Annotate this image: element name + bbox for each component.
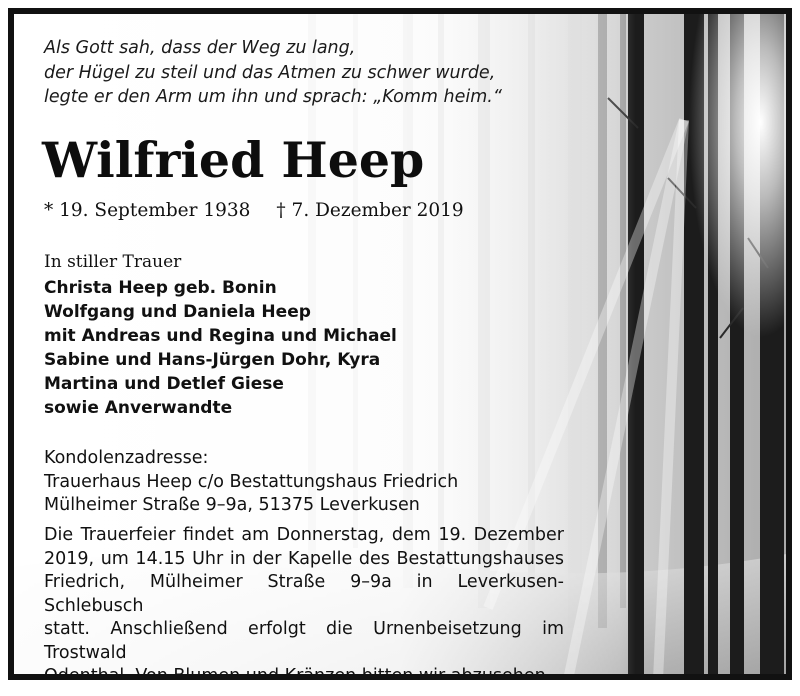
motto-line: Als Gott sah, dass der Weg zu lang,	[44, 38, 356, 58]
motto-verse	[44, 36, 604, 110]
obituary-notice	[8, 8, 792, 680]
mourner-name: Christa Heep geb. Bonin	[44, 278, 277, 298]
service-line: 2019, um 14.15 Uhr in der Kapelle des Bestattungshauses	[44, 548, 564, 569]
motto-line: der Hügel zu steil und das Atmen zu schwer wurde,	[44, 62, 496, 83]
birth-date: * 19. September 1938	[44, 200, 251, 221]
funeral-service-text	[44, 524, 564, 680]
address-line: Mülheimer Straße 9–9a, 51375 Leverkusen	[44, 495, 420, 515]
motto-line: legte er den Arm um ihn und sprach: „Komm heim.“	[44, 87, 502, 107]
deceased-name: Wilfried Heep	[42, 131, 425, 189]
service-line: Odenthal. Von Blumen und Kränzen bitten wir abzusehen.	[44, 666, 552, 680]
condolence-address	[44, 447, 458, 518]
mourners-list	[44, 276, 397, 420]
service-line: Die Trauerfeier findet am Donnerstag, dem 19. Dezember	[44, 525, 564, 545]
life-dates	[44, 199, 464, 223]
death-date: † 7. Dezember 2019	[276, 200, 464, 221]
condolence-label: Kondolenzadresse:	[44, 448, 209, 468]
mourner-name: mit Andreas und Regina und Michael	[44, 326, 397, 346]
mourner-name: Wolfgang und Daniela Heep	[44, 302, 311, 322]
notice-content	[8, 8, 792, 680]
address-line: Trauerhaus Heep c/o Bestattungshaus Friedrich	[44, 471, 459, 492]
mourner-name: Martina und Detlef Giese	[44, 374, 284, 394]
mourner-name: Sabine und Hans-Jürgen Dohr, Kyra	[44, 350, 381, 370]
service-line: statt. Anschließend erfolgt die Urnenbeisetzung im Trostwald	[44, 619, 564, 663]
service-line: Friedrich, Mülheimer Straße 9–9a in Leverkusen-Schlebusch	[44, 572, 564, 616]
mourner-name: sowie Anverwandte	[44, 398, 233, 418]
mourning-intro: In stiller Trauer	[44, 252, 182, 272]
